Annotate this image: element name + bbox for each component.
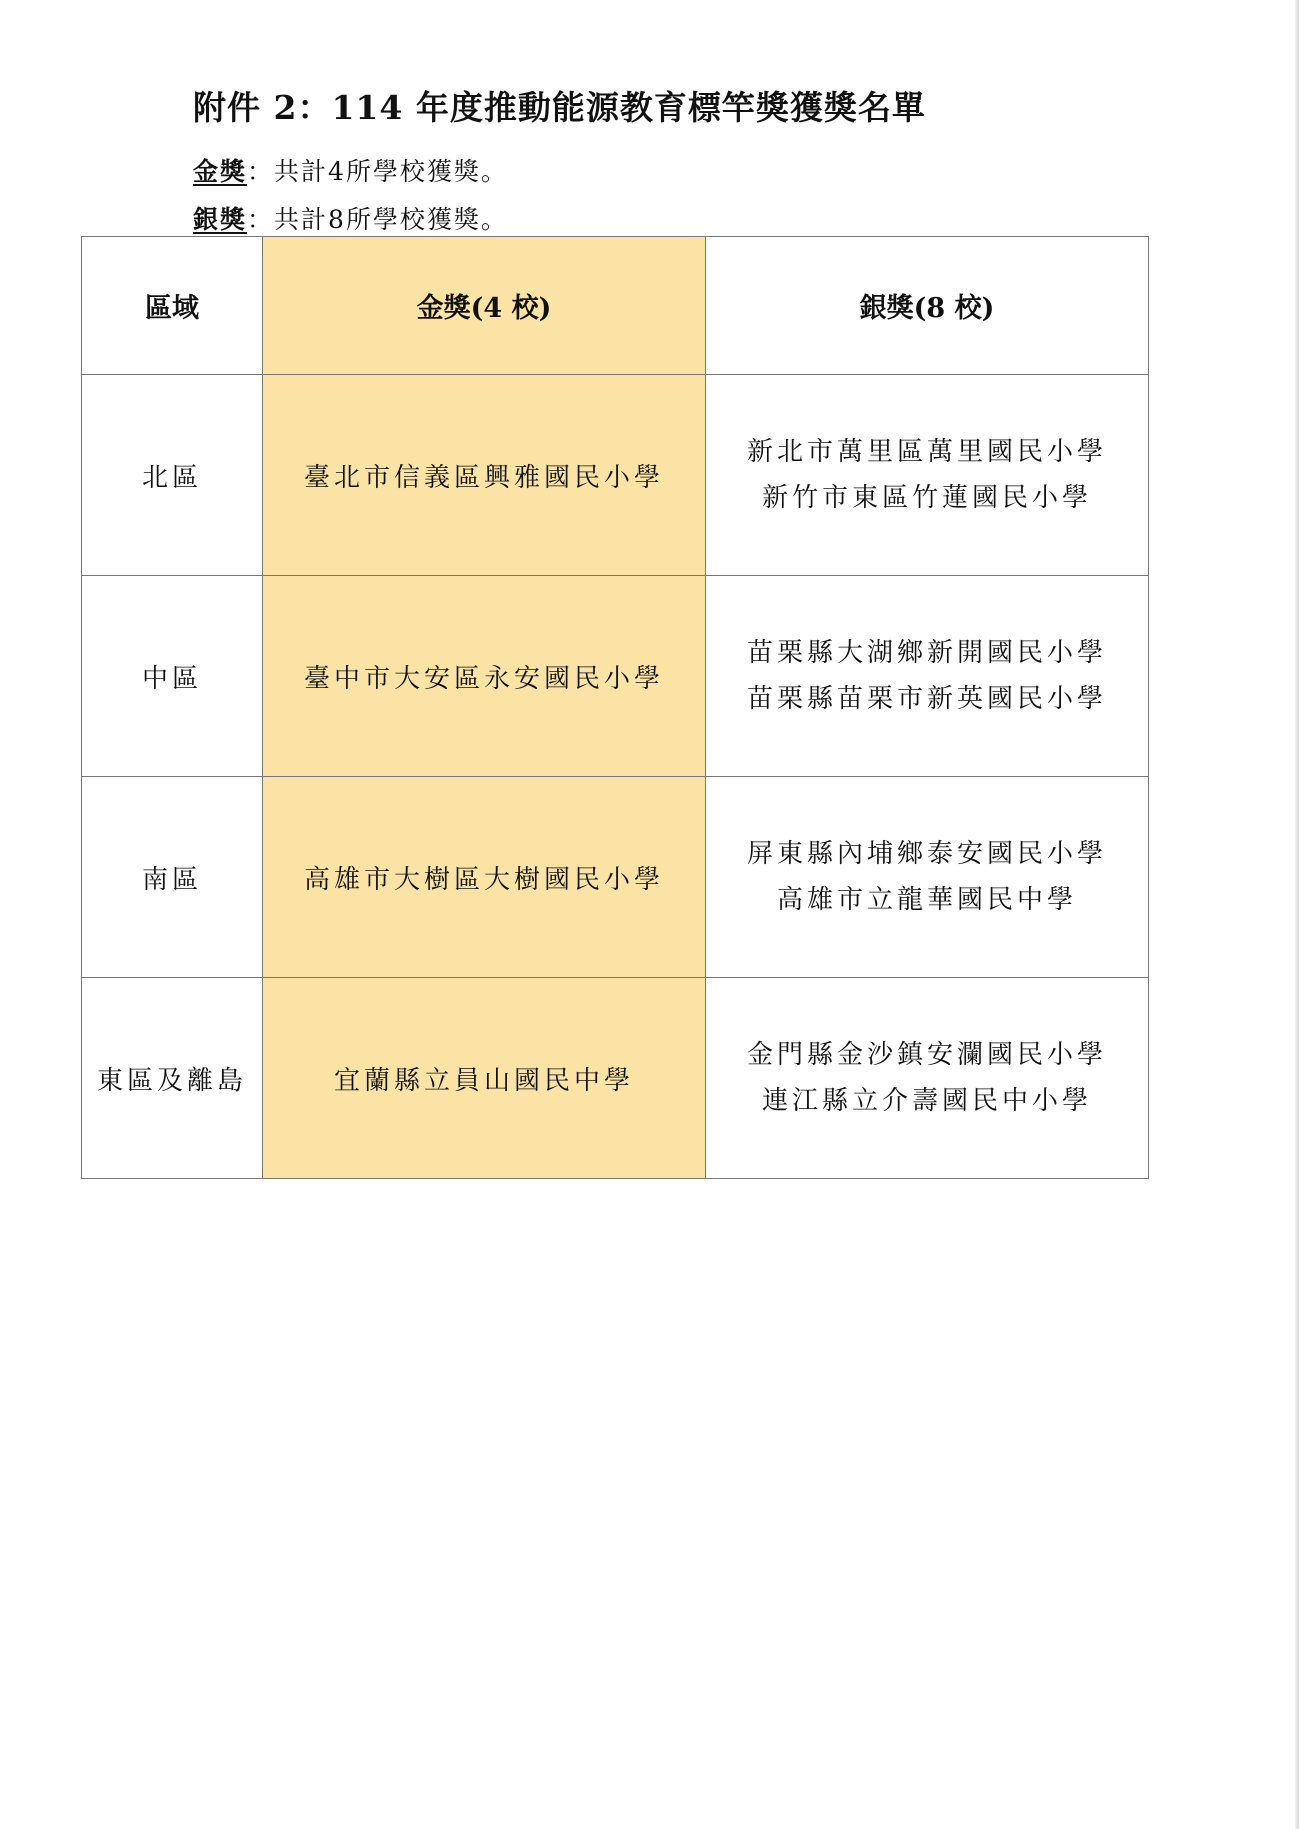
silver-school: 連江縣立介壽國民中小學 xyxy=(761,1086,1092,1116)
awards-table xyxy=(81,236,1149,1179)
silver-school: 苗栗縣苗栗市新英國民小學 xyxy=(746,684,1107,714)
silver-summary xyxy=(193,200,508,236)
table-row xyxy=(82,777,1149,978)
silver-school: 苗栗縣大湖鄉新開國民小學 xyxy=(746,638,1107,668)
page-edge-shadow xyxy=(1295,0,1299,1829)
region-cell: 中區 xyxy=(82,576,263,777)
gold-school-cell: 臺中市大安區永安國民小學 xyxy=(263,576,706,777)
document-title: 附件 2：114 年度推動能源教育標竿獎獲獎名單 xyxy=(193,88,926,127)
silver-school: 屏東縣內埔鄉泰安國民小學 xyxy=(746,839,1107,869)
region-cell: 東區及離島 xyxy=(82,978,263,1179)
table-row xyxy=(82,576,1149,777)
silver-school-cell xyxy=(706,576,1149,777)
gold-summary-text: ：共計4所學校獲獎。 xyxy=(247,157,508,186)
table-row xyxy=(82,978,1149,1179)
table-header-row xyxy=(82,237,1149,375)
region-cell: 南區 xyxy=(82,777,263,978)
region-cell: 北區 xyxy=(82,375,263,576)
header-region: 區域 xyxy=(82,237,263,375)
silver-school-cell xyxy=(706,978,1149,1179)
silver-school-cell xyxy=(706,777,1149,978)
silver-school: 金門縣金沙鎮安瀾國民小學 xyxy=(746,1040,1107,1070)
gold-summary-label: 金獎 xyxy=(193,157,248,186)
silver-summary-text: ：共計8所學校獲獎。 xyxy=(247,205,508,234)
silver-school-cell xyxy=(706,375,1149,576)
gold-school-cell: 臺北市信義區興雅國民小學 xyxy=(263,375,706,576)
header-gold: 金獎(4 校) xyxy=(263,237,706,375)
gold-school-cell: 高雄市大樹區大樹國民小學 xyxy=(263,777,706,978)
table-row xyxy=(82,375,1149,576)
gold-school-cell: 宜蘭縣立員山國民中學 xyxy=(263,978,706,1179)
silver-school: 新竹市東區竹蓮國民小學 xyxy=(761,483,1092,513)
silver-summary-label: 銀獎 xyxy=(193,205,248,234)
gold-summary xyxy=(193,152,508,188)
silver-school: 高雄市立龍華國民中學 xyxy=(776,885,1077,915)
header-silver: 銀獎(8 校) xyxy=(706,237,1149,375)
silver-school: 新北市萬里區萬里國民小學 xyxy=(746,437,1107,467)
